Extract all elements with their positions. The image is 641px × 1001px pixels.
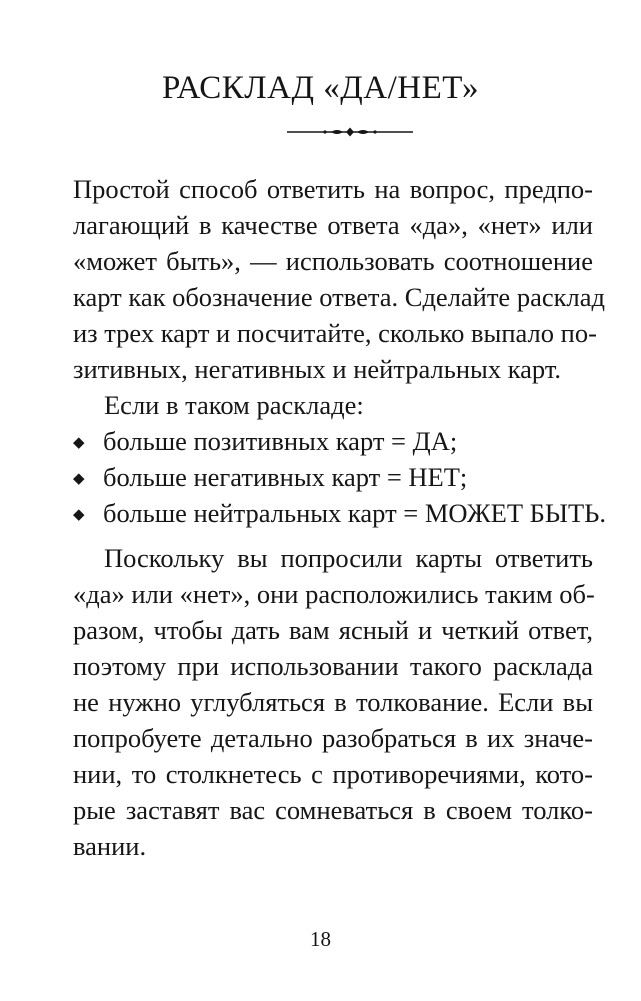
paragraph-2-line: Поскольку вы попросили карты ответить [104, 543, 593, 573]
bullet-diamond-icon: ◆ [73, 471, 85, 487]
paragraph-2-line: рые заставят вас сомневаться в своем толко- [73, 795, 593, 825]
list-item [73, 423, 613, 459]
paragraph-2-line: не нужно углубляться в толкование. Если вы [73, 687, 593, 717]
paragraph-1-line: из трех карт и посчитайте, сколько выпало по- [73, 318, 597, 348]
paragraph-2-line: поэтому при использовании такого расклада [73, 651, 593, 681]
paragraph-1-line: лагающий в качестве ответа «да», «нет» или [73, 210, 593, 240]
divider-ornament-icon [287, 125, 413, 139]
paragraph-2-line: попробуете детально разобраться в их значе- [73, 723, 593, 753]
paragraph-1-line: зитивных, негативных и нейтральных карт. [73, 354, 562, 384]
bullet-diamond-icon: ◆ [73, 507, 85, 523]
paragraph-2-line: вании. [73, 831, 147, 861]
paragraph-1-line: Простой способ ответить на вопрос, предпо- [73, 174, 593, 204]
list-intro: Если в таком раскладе: [104, 390, 364, 420]
list-item-text: больше позитивных карт = ДА; [103, 426, 458, 456]
paragraph-2-line: нии, то столкнетесь с противоречиями, кото- [73, 759, 593, 789]
list-item-text: больше нейтральных карт = МОЖЕТ БЫТЬ. [103, 498, 606, 528]
paragraph-1-line: карт как обозначение ответа. Сделайте расклад [73, 282, 605, 312]
list-item-text: больше негативных карт = НЕТ; [103, 462, 468, 492]
list-item [73, 495, 613, 531]
paragraph-2-line: разом, чтобы дать вам ясный и четкий ответ, [73, 615, 593, 645]
page-title: РАСКЛАД «ДА/НЕТ» [161, 70, 480, 106]
paragraph-1-line: «может быть», — использовать соотношение [73, 246, 593, 276]
paragraph-2-line: «да» или «нет», они расположились таким об- [73, 579, 595, 609]
list-item [73, 459, 613, 495]
bullet-diamond-icon: ◆ [73, 435, 85, 451]
page-number: 18 [310, 927, 331, 951]
